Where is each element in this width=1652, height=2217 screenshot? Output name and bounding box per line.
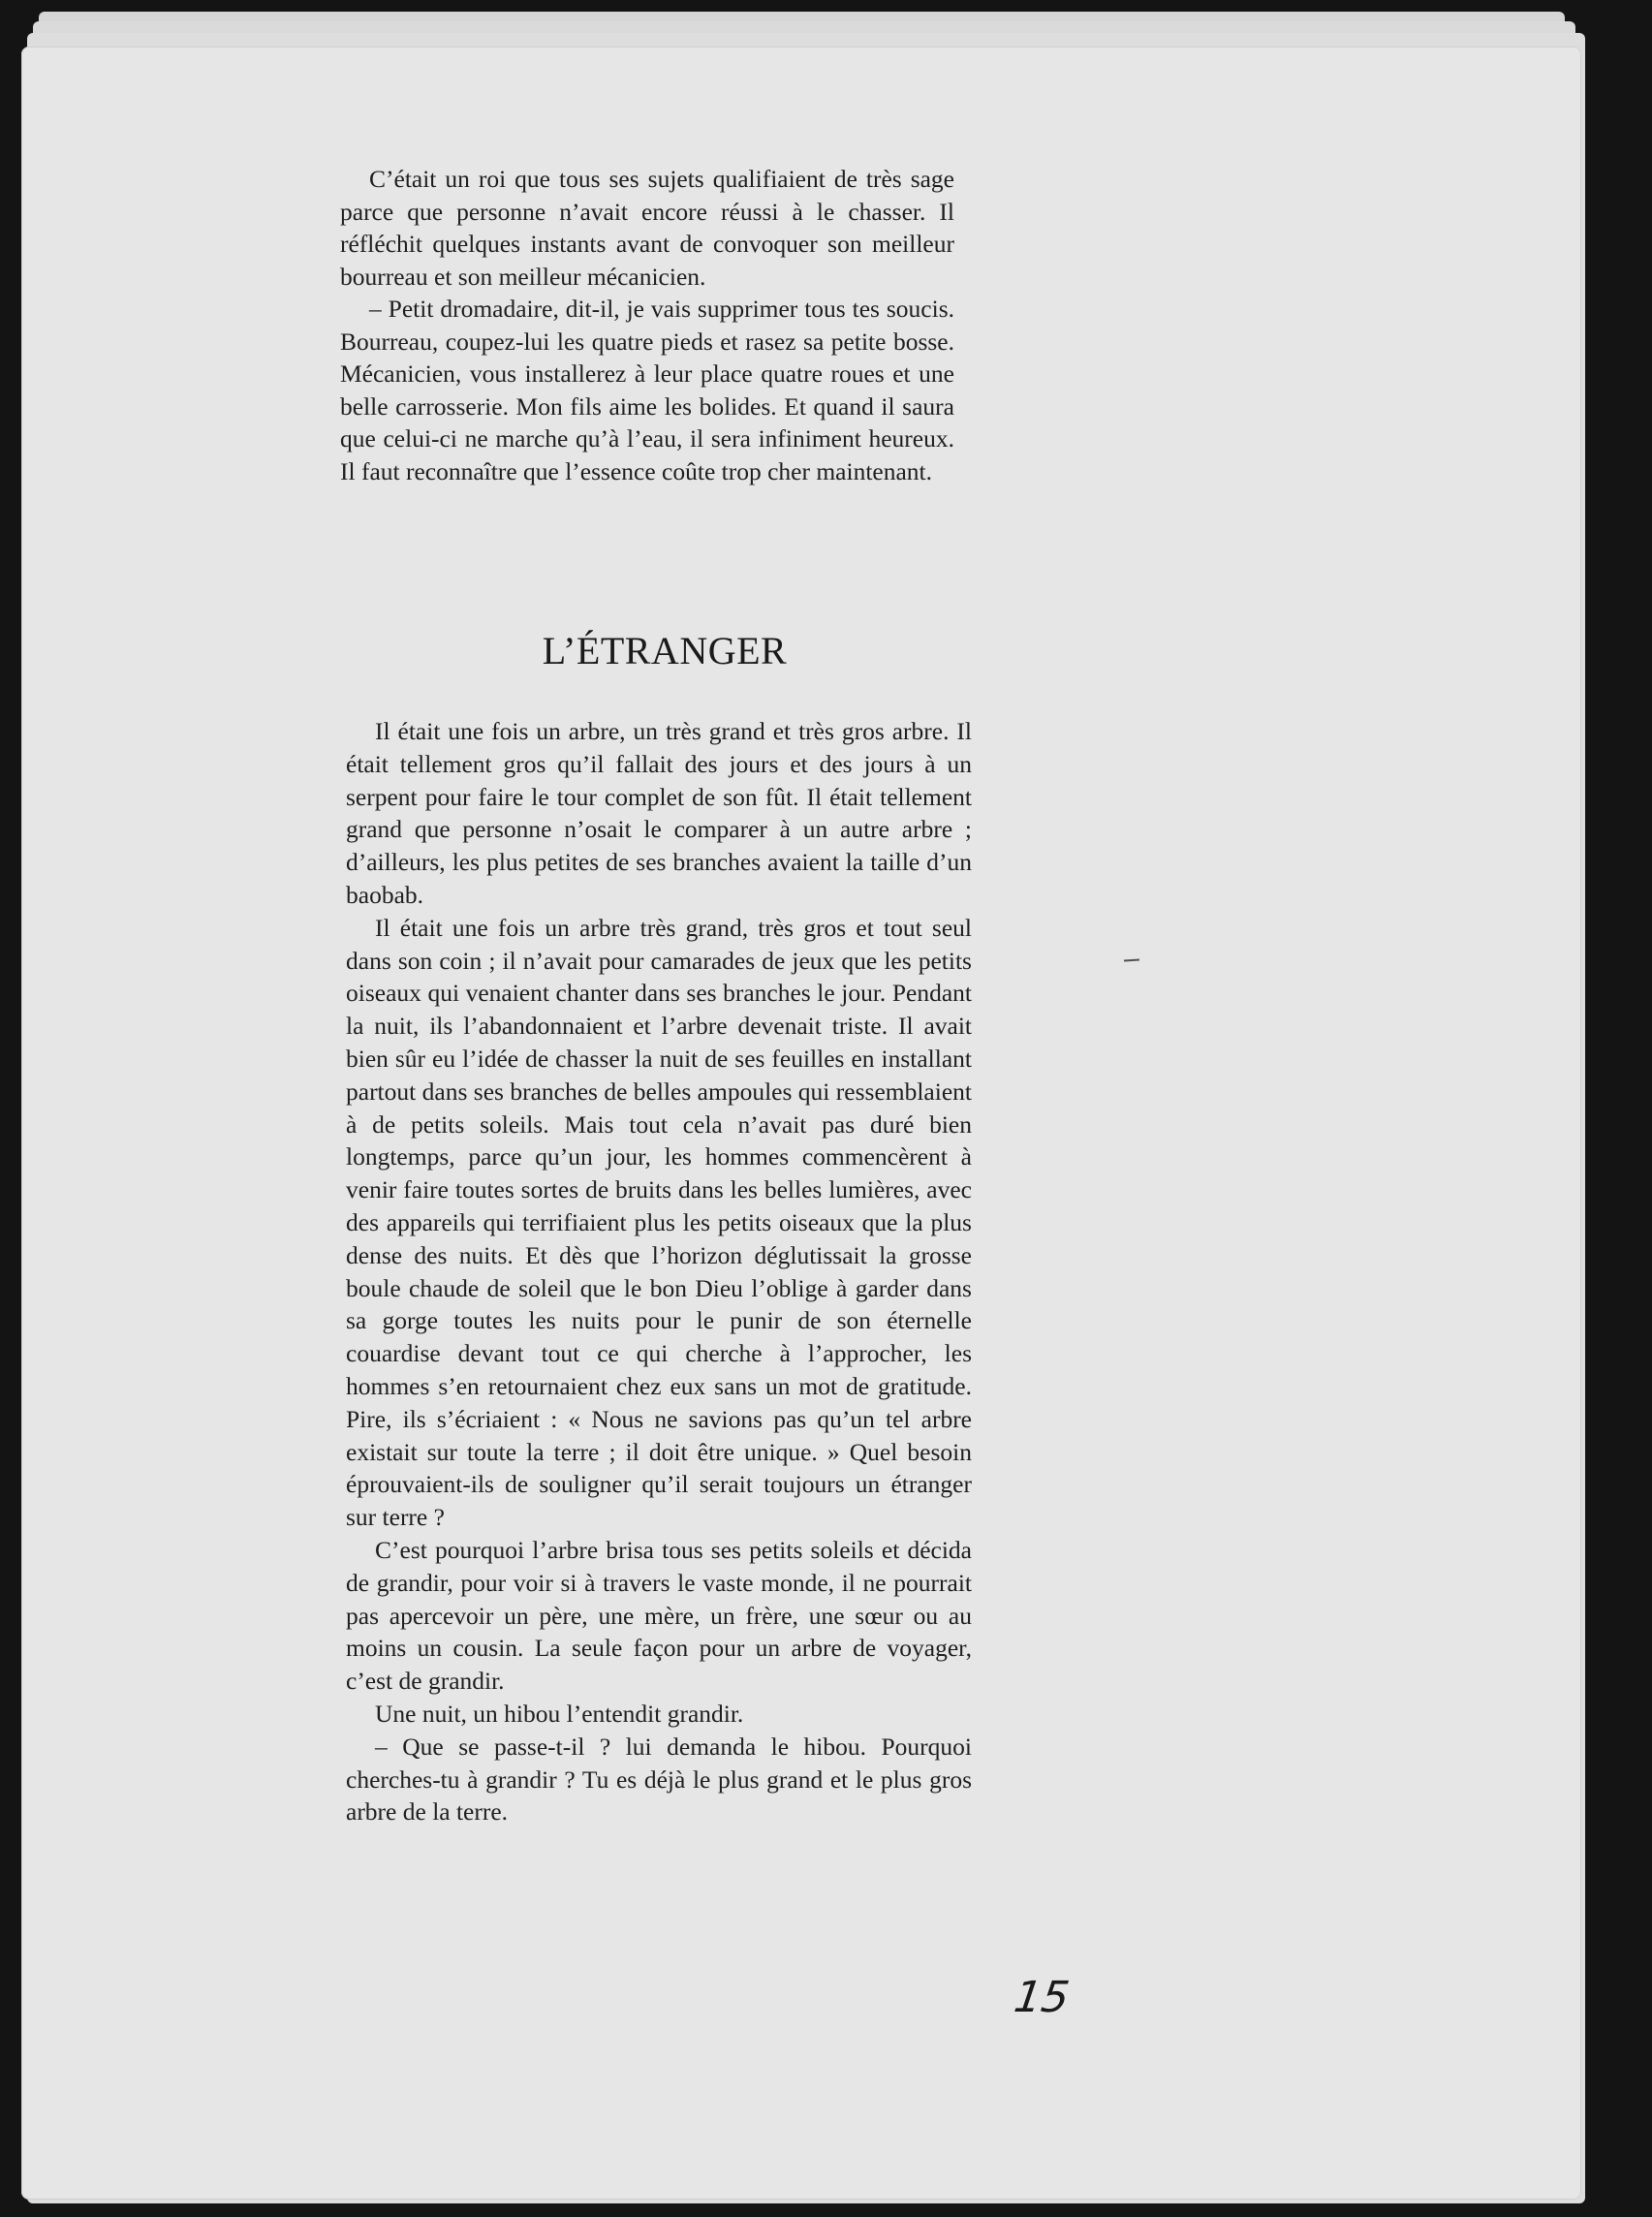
story-body <box>346 715 972 1828</box>
paragraph: C’était un roi que tous ses sujets qualifiaient de très sage parce que personne n’avait encore réussi à le chasser. Il réfléchit quelques instants avant de convoquer son meilleur bourreau et son meilleur mécanicien. <box>340 165 954 291</box>
paragraph: – Petit dromadaire, dit-il, je vais supprimer tous tes soucis. Bourreau, coupez-lui les quatre pieds et rasez sa petite bosse. Mécanicien, vous installerez à leur place quatre roues et une belle carrosserie. Mon fils aime les bolides. Et quand il saura que celui-ci ne marche qu’à l’eau, il sera infiniment heureux. Il faut reconnaître que l’essence coûte trop cher maintenant. <box>340 295 954 485</box>
previous-story-ending <box>340 163 954 487</box>
ink-speck <box>1124 958 1139 961</box>
story-title: L’ÉTRANGER <box>542 629 788 672</box>
paragraph: Il était une fois un arbre très grand, très gros et tout seul dans son coin ; il n’avait pour camarades de jeux que les petits oiseaux qui venaient chanter dans ses branches le jour. Pendant la nuit, ils l’abandonnaient et l’arbre devenait triste. Il avait bien sûr eu l’idée de chasser la nuit de ses feuilles en installant partout dans ses branches de belles ampoules qui ressemblaient à de petits soleils. Mais tout cela n’avait pas duré bien longtemps, parce qu’un jour, les hommes commencèrent à venir faire toutes sortes de bruits dans les belles lumières, avec des appareils qui terrifiaient plus les petits oiseaux que la plus dense des nuits. Et dès que l’horizon déglutissait la grosse boule chaude de soleil que le bon Dieu l’oblige à garder dans sa gorge toutes les nuits pour le punir de son éternelle couardise devant tout ce qui cherche à l’approcher, les hommes s’en retournaient chez eux sans un mot de gratitude. Pire, ils s’écriaient : « Nous ne savions pas qu’un tel arbre existait sur toute la terre ; il doit être unique. » Quel besoin éprouvaient-ils de souligner qu’il serait toujours un étranger sur terre ? <box>346 913 972 1532</box>
paragraph: Il était une fois un arbre, un très grand et très gros arbre. Il était tellement gros qu’il fallait des jours et des jours à un serpent pour faire le tour complet de son fût. Il était tellement grand que personne n’osait le comparer à un autre arbre ; d’ailleurs, les plus petites de ses branches avaient la taille d’un baobab. <box>346 717 972 909</box>
paper-page <box>21 47 1581 2200</box>
paragraph: Une nuit, un hibou l’entendit grandir. <box>375 1699 744 1728</box>
paragraph: – Que se passe-t-il ? lui demanda le hibou. Pourquoi cherches-tu à grandir ? Tu es déjà le plus grand et le plus gros arbre de la terre. <box>346 1732 972 1827</box>
handwritten-page-number: 15 <box>1011 1973 1073 2022</box>
paragraph: C’est pourquoi l’arbre brisa tous ses petits soleils et décida de grandir, pour voir si à travers le vaste monde, il ne pourrait pas apercevoir un père, une mère, un frère, une sœur ou au moins un cousin. La seule façon pour un arbre de voyager, c’est de grandir. <box>346 1535 972 1696</box>
